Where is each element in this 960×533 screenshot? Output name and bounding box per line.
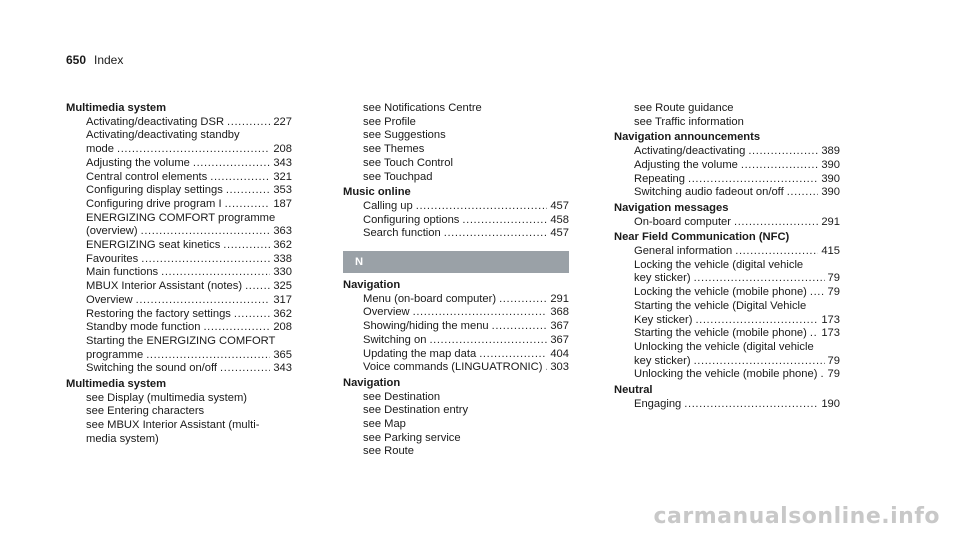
entry-label: Central control elements [86,170,208,183]
entry-label: Overview [86,293,133,306]
page-reference[interactable]: 187 [273,197,292,210]
entry-label: Updating the map data [363,347,477,360]
index-column-3 [614,102,840,411]
dot-leader [245,280,270,294]
index-subentry: see Suggestions [363,129,446,142]
index-subentry [66,225,292,239]
index-subentry [343,348,569,362]
index-subentry [66,321,292,335]
entry-label: Configuring display settings [86,184,223,197]
section-letter-header: N [343,251,569,273]
page-reference[interactable]: 367 [550,320,569,333]
index-subentry [343,200,569,214]
dot-leader [226,184,271,198]
dot-leader [492,320,548,334]
page-reference[interactable]: 208 [273,143,292,156]
index-subentry: Starting the vehicle (Digital Vehicle [634,299,807,312]
page-reference[interactable]: 173 [821,313,840,326]
watermark-logo: carmanualsonline.info [653,504,940,529]
dot-leader [479,348,547,362]
index-subentry [614,186,840,200]
index-subentry: see Destination entry [363,404,469,417]
entry-label: Configuring options [363,213,460,226]
index-subentry: media system) [86,432,159,445]
entry-label: Main functions [86,266,159,279]
entry-label: Unlocking the vehicle (mobile phone) [634,368,818,381]
entry-label: Switching audio fadeout on/off [634,186,784,199]
page-reference[interactable]: 365 [273,348,292,361]
index-subentry [66,184,292,198]
dot-leader [227,116,270,130]
entry-label: Key sticker) [634,313,693,326]
entry-label: key sticker) [634,272,691,285]
page-reference[interactable]: 317 [273,293,292,306]
entry-label: Overview [363,306,410,319]
entry-label: Search function [363,227,441,240]
entry-label: Restoring the factory settings [86,307,231,320]
index-heading: Multimedia system [66,378,167,391]
index-subentry [66,362,292,376]
index-heading: Navigation [343,279,401,292]
index-heading: Neutral [614,384,653,397]
index-column-1 [66,102,292,447]
dot-leader [810,327,818,341]
page-reference[interactable]: 415 [821,245,840,258]
index-subentry [66,349,292,363]
page-reference[interactable]: 227 [273,115,292,128]
entry-label: Standby mode function [86,321,201,334]
page-reference[interactable]: 390 [821,172,840,185]
index-subentry [343,214,569,228]
dot-leader [413,306,548,320]
index-subentry [66,266,292,280]
index-subentry: see Touchpad [363,170,433,183]
page-reference[interactable]: 368 [550,306,569,319]
index-subentry [614,216,840,230]
dot-leader [735,245,818,259]
entry-label: Switching the sound on/off [86,362,218,375]
index-subentry [343,227,569,241]
index-subentry [614,159,840,173]
dot-leader [462,214,547,228]
entry-label: Starting the vehicle (mobile phone) [634,327,807,340]
entry-label: Engaging [634,397,682,410]
entry-label: MBUX Interior Assistant (notes) [86,280,243,293]
page-reference[interactable]: 353 [273,184,292,197]
index-subentry [66,198,292,212]
dot-leader [234,308,270,322]
page-reference[interactable]: 343 [273,156,292,169]
entry-label: ENERGIZING seat kinetics [86,239,221,252]
page-reference[interactable]: 390 [821,158,840,171]
entry-label: Locking the vehicle (mobile phone) [634,286,807,299]
dot-leader [203,321,270,335]
entry-label: Switching on [363,333,427,346]
dot-leader [820,368,824,382]
dot-leader [161,266,270,280]
dot-leader [220,362,270,376]
entry-label: Menu (on-board computer) [363,292,497,305]
index-heading: Navigation [343,376,401,389]
index-subentry: Locking the vehicle (digital vehicle [634,258,804,271]
index-subentry: see Parking service [363,431,461,444]
index-subentry [66,143,292,157]
dot-leader [810,286,825,300]
page-reference[interactable]: 362 [273,307,292,320]
index-subentry [66,239,292,253]
dot-leader [694,272,825,286]
page-reference[interactable]: 367 [550,333,569,346]
page-reference[interactable]: 343 [273,362,292,375]
page-reference[interactable]: 190 [821,397,840,410]
entry-label: Showing/hiding the menu [363,320,489,333]
index-column-2 [343,102,569,459]
index-subentry: see Traffic information [634,115,744,128]
dot-leader [210,171,270,185]
index-subentry [614,272,840,286]
dot-leader [748,145,818,159]
index-heading: Navigation announcements [614,131,761,144]
entry-label: Repeating [634,172,686,185]
index-subentry: Starting the ENERGIZING COMFORT [86,334,276,347]
index-subentry [614,145,840,159]
page-reference[interactable]: 325 [273,280,292,293]
index-subentry [343,306,569,320]
dot-leader [741,159,818,173]
index-subentry: see MBUX Interior Assistant (multi- [86,419,260,432]
page-reference[interactable]: 79 [827,286,840,299]
index-subentry [66,308,292,322]
page-reference[interactable]: 390 [821,186,840,199]
page-section-label: Index [94,53,124,67]
index-subentry: Unlocking the vehicle (digital vehicle [634,340,814,353]
entry-label: mode [86,143,114,156]
dot-leader [117,143,270,157]
page-reference[interactable]: 457 [550,227,569,240]
page-reference[interactable]: 79 [827,354,840,367]
dot-leader [787,186,819,200]
index-heading: Near Field Communication (NFC) [614,231,790,244]
dot-leader [141,225,271,239]
index-subentry [614,173,840,187]
entry-label: Configuring drive program I [86,197,222,210]
page-reference[interactable]: 79 [827,368,840,381]
page-reference[interactable]: 404 [550,347,569,360]
index-heading: Multimedia system [66,102,167,114]
dot-leader [545,361,547,375]
index-subentry [614,286,840,300]
index-subentry: see Route guidance [634,102,734,114]
dot-leader [684,398,818,412]
index-subentry [614,245,840,259]
page-reference[interactable]: 208 [273,321,292,334]
index-subentry: see Profile [363,115,416,128]
index-subentry [66,171,292,185]
dot-leader [734,216,818,230]
index-subentry [66,116,292,130]
page-reference[interactable]: 173 [821,327,840,340]
index-subentry [66,253,292,267]
index-subentry [343,334,569,348]
entry-label: Calling up [363,199,413,212]
index-subentry: see Themes [363,143,425,156]
page-reference[interactable]: 79 [827,272,840,285]
page-reference[interactable]: 458 [550,213,569,226]
index-subentry: see Display (multimedia system) [86,391,248,404]
entry-label: (overview) [86,225,138,238]
index-subentry [66,294,292,308]
index-heading: Music online [343,186,411,199]
page-reference[interactable]: 389 [821,145,840,158]
index-subentry [343,361,569,375]
page-reference[interactable]: 457 [550,199,569,212]
index-subentry: see Touch Control [363,156,453,169]
index-subentry [614,327,840,341]
dot-leader [499,293,547,307]
entry-label: Activating/deactivating DSR [86,115,225,128]
page-reference[interactable]: 330 [273,266,292,279]
dot-leader [429,334,547,348]
dot-leader [416,200,548,214]
dot-leader [225,198,271,212]
entry-label: On-board computer [634,215,732,228]
dot-leader [695,314,818,328]
dot-leader [141,253,270,267]
index-subentry [614,314,840,328]
index-subentry [343,320,569,334]
dot-leader [223,239,270,253]
entry-label: programme [86,348,144,361]
page-reference[interactable]: 303 [550,361,569,374]
page-number: 650 [66,53,87,67]
index-subentry [614,398,840,412]
dot-leader [688,173,818,187]
entry-label: Activating/deactivating [634,145,746,158]
entry-label: Favourites [86,252,139,265]
entry-label: General information [634,245,733,258]
index-subentry: see Map [363,418,406,431]
index-subentry [343,293,569,307]
entry-label: Adjusting the volume [634,158,738,171]
index-subentry [66,157,292,171]
dot-leader [694,355,825,369]
dot-leader [444,227,548,241]
page-reference[interactable]: 321 [273,170,292,183]
page-reference[interactable]: 291 [821,215,840,228]
index-subentry: Activating/deactivating standby [86,129,240,142]
index-heading: Navigation messages [614,201,729,214]
index-subentry: see Entering characters [86,405,205,418]
page-reference[interactable]: 362 [273,239,292,252]
entry-label: key sticker) [634,354,691,367]
index-subentry: ENERGIZING COMFORT programme [86,211,276,224]
entry-label: Adjusting the volume [86,156,190,169]
index-subentry: see Notifications Centre [363,102,482,114]
dot-leader [146,349,270,363]
page-reference[interactable]: 291 [550,292,569,305]
index-subentry: see Route [363,445,414,458]
index-subentry [614,368,840,382]
dot-leader [193,157,270,171]
index-subentry [614,355,840,369]
index-subentry: see Destination [363,390,441,403]
page-reference[interactable]: 363 [273,225,292,238]
page-reference[interactable]: 338 [273,252,292,265]
entry-label: Voice commands (LINGUATRONIC) [363,361,543,374]
dot-leader [136,294,271,308]
index-subentry [66,280,292,294]
